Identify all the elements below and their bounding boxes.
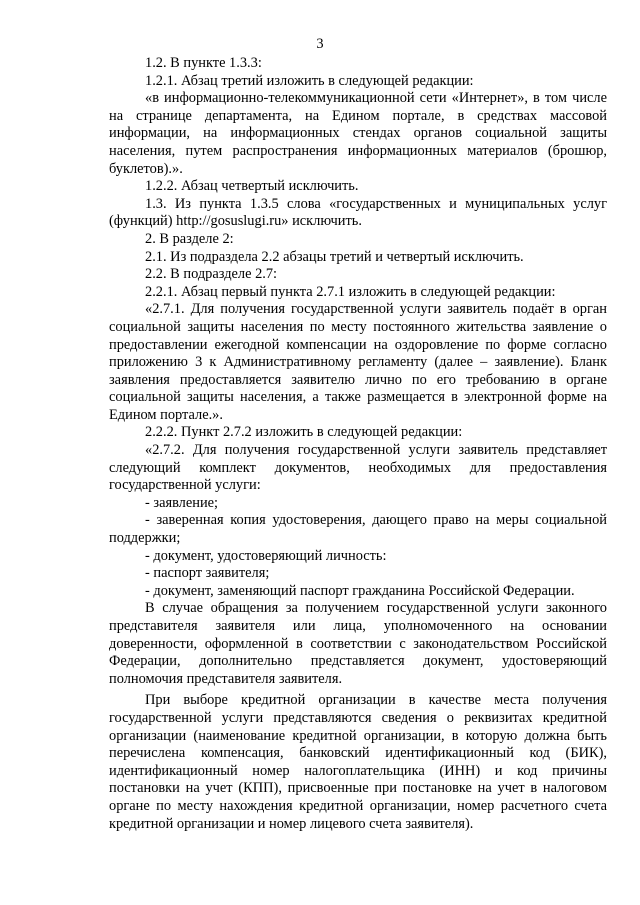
paragraph-credit-organization: При выборе кредитной организации в качестве места получения государственной услуги представляются сведения о реквизитах кредитной организации (наименование кредитной организации, в которую должна быть перечислена компенсация, банковский идентификационный код (БИК), идентификационный номер налогоплательщика (ИНН) и код причины постановки на учет (КПП), присвоенные при постановке на учет в налоговом органе по месту нахождения кредитной организации, номер расчетного счета кредитной организации и номер лицевого счета заявителя). bbox=[109, 692, 607, 832]
list-item-certificate-copy: - заверенная копия удостоверения, дающего право на меры социальной поддержки; bbox=[109, 512, 607, 547]
paragraph-1-2-1: 1.2.1. Абзац третий изложить в следующей редакции: bbox=[145, 72, 474, 89]
paragraph-quote-2-7-1: «2.7.1. Для получения государственной услуги заявитель подаёт в орган социальной защиты населения по месту постоянного жительства заявление о предоставлении ежегодной компенсации на оздоровление по форме согласно приложению 3 к Административному регламенту (далее – заявление). Бланк заявления предоставляется заявителю лично по его требованию в органе социальной защиты населения, а также размещается в электронной форме на Едином портале.». bbox=[109, 301, 607, 423]
paragraph-quote-internet: «в информационно-телекоммуникационной сети «Интернет», в том числе на странице департамента, на Едином портале, в средствах массовой информации, на информационных стендах органов социальной защиты населения, путем распространения информационных материалов (брошюр, буклетов).». bbox=[109, 90, 607, 177]
paragraph-2: 2. В разделе 2: bbox=[145, 230, 234, 247]
list-item-identity-document: - документ, удостоверяющий личность: bbox=[145, 547, 387, 564]
paragraph-2-2-2: 2.2.2. Пункт 2.7.2 изложить в следующей редакции: bbox=[145, 424, 463, 441]
paragraph-1-3: 1.3. Из пункта 1.3.5 слова «государственных и муниципальных услуг (функций) http://gosuslugi.ru» исключить. bbox=[109, 195, 607, 230]
page-number: 3 bbox=[316, 36, 324, 52]
paragraph-quote-2-7-2: «2.7.2. Для получения государственной услуги заявитель представляет следующий комплект документов, необходимых для предоставления государственной услуги: bbox=[109, 442, 607, 494]
paragraph-2-1: 2.1. Из подраздела 2.2 абзацы третий и четвертый исключить. bbox=[145, 248, 524, 265]
list-item-passport: - паспорт заявителя; bbox=[145, 565, 270, 582]
paragraph-legal-representative: В случае обращения за получением государственной услуги законного представителя заявителя или лица, уполномоченного на основании доверенности, оформленной в соответствии с законодательством Российской Федерации, дополнительно представляется документ, удостоверяющий полномочия представителя заявителя. bbox=[109, 600, 607, 687]
paragraph-2-2: 2.2. В подразделе 2.7: bbox=[145, 266, 278, 283]
paragraph-2-2-1: 2.2.1. Абзац первый пункта 2.7.1 изложить в следующей редакции: bbox=[145, 283, 556, 300]
document-body bbox=[109, 55, 607, 833]
paragraph-1-2: 1.2. В пункте 1.3.3: bbox=[145, 55, 262, 71]
paragraph-1-2-2: 1.2.2. Абзац четвертый исключить. bbox=[145, 178, 359, 195]
list-item-passport-substitute: - документ, заменяющий паспорт гражданина Российской Федерации. bbox=[145, 582, 575, 599]
list-item-application: - заявление; bbox=[145, 494, 219, 511]
